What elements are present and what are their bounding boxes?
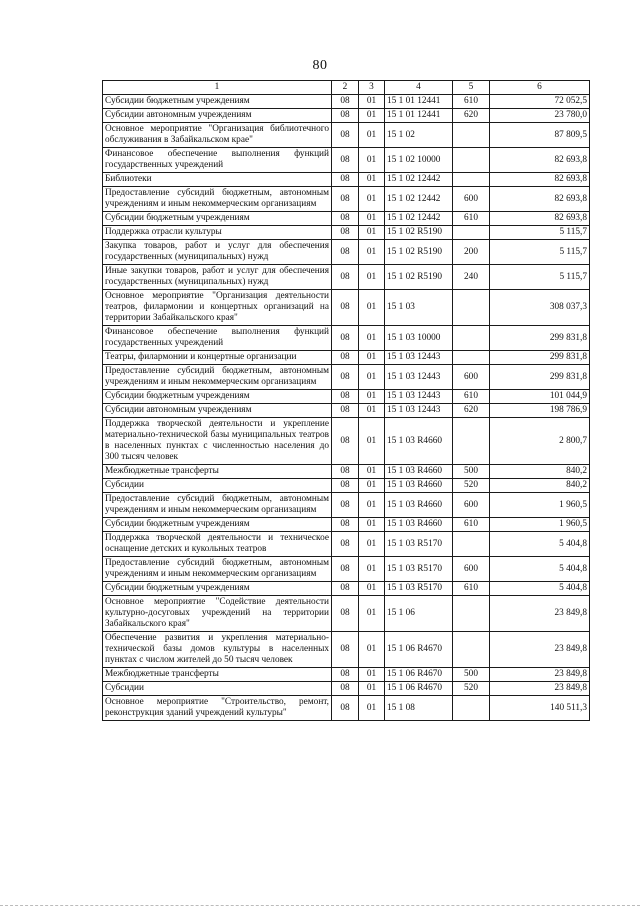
table-row <box>103 95 590 109</box>
subsection-code: 01 <box>359 632 385 668</box>
subsection-code: 01 <box>359 582 385 596</box>
row-name: Поддержка творческой деятельности и техническое оснащение детских и кукольных театров <box>103 532 332 557</box>
subsection-code: 01 <box>359 365 385 390</box>
expense-type-code: 620 <box>453 404 490 418</box>
row-name: Иные закупки товаров, работ и услуг для обеспечения государственных (муниципальных) нужд <box>103 265 332 290</box>
table-row <box>103 532 590 557</box>
amount: 5 404,8 <box>490 582 590 596</box>
row-name: Межбюджетные трансферты <box>103 668 332 682</box>
amount: 82 693,8 <box>490 148 590 173</box>
amount: 308 037,3 <box>490 290 590 326</box>
target-article-code: 15 1 02 <box>385 123 453 148</box>
section-code: 08 <box>332 418 359 465</box>
expense-type-code <box>453 696 490 721</box>
subsection-code: 01 <box>359 226 385 240</box>
column-header: 5 <box>453 81 490 95</box>
table-row <box>103 109 590 123</box>
target-article-code: 15 1 08 <box>385 696 453 721</box>
expense-type-code <box>453 326 490 351</box>
expense-type-code: 610 <box>453 518 490 532</box>
table-row <box>103 682 590 696</box>
expense-type-code <box>453 290 490 326</box>
row-name: Предоставление субсидий бюджетным, автономным учреждениям и иным некоммерческим организациям <box>103 187 332 212</box>
section-code: 08 <box>332 479 359 493</box>
expense-type-code <box>453 226 490 240</box>
target-article-code: 15 1 03 12443 <box>385 351 453 365</box>
table-row <box>103 290 590 326</box>
amount: 2 800,7 <box>490 418 590 465</box>
subsection-code: 01 <box>359 240 385 265</box>
row-name: Финансовое обеспечение выполнения функций государственных учреждений <box>103 326 332 351</box>
row-name: Обеспечение развития и укрепления материально-технической базы домов культуры в населенных пунктах с числом жителей до 50 тысяч человек <box>103 632 332 668</box>
target-article-code: 15 1 03 R5170 <box>385 582 453 596</box>
expense-type-code: 500 <box>453 668 490 682</box>
expense-type-code: 200 <box>453 240 490 265</box>
table-row <box>103 418 590 465</box>
table-row <box>103 668 590 682</box>
expense-type-code: 240 <box>453 265 490 290</box>
subsection-code: 01 <box>359 290 385 326</box>
section-code: 08 <box>332 557 359 582</box>
row-name: Финансовое обеспечение выполнения функций государственных учреждений <box>103 148 332 173</box>
subsection-code: 01 <box>359 265 385 290</box>
expense-type-code <box>453 418 490 465</box>
subsection-code: 01 <box>359 212 385 226</box>
target-article-code: 15 1 03 R5170 <box>385 532 453 557</box>
section-code: 08 <box>332 148 359 173</box>
row-name: Основное мероприятие "Организация библиотечного обслуживания в Забайкальском крае" <box>103 123 332 148</box>
row-name: Субсидии <box>103 682 332 696</box>
amount: 299 831,8 <box>490 326 590 351</box>
target-article-code: 15 1 03 10000 <box>385 326 453 351</box>
row-name: Библиотеки <box>103 173 332 187</box>
subsection-code: 01 <box>359 109 385 123</box>
table-row <box>103 582 590 596</box>
row-name: Предоставление субсидий бюджетным, автономным учреждениям и иным некоммерческим организациям <box>103 365 332 390</box>
column-header: 2 <box>332 81 359 95</box>
amount: 23 849,8 <box>490 632 590 668</box>
target-article-code: 15 1 02 R5190 <box>385 265 453 290</box>
subsection-code: 01 <box>359 668 385 682</box>
subsection-code: 01 <box>359 418 385 465</box>
target-article-code: 15 1 06 R4670 <box>385 682 453 696</box>
subsection-code: 01 <box>359 326 385 351</box>
scan-edge-line <box>0 905 640 906</box>
section-code: 08 <box>332 187 359 212</box>
row-name: Предоставление субсидий бюджетным, автономным учреждениям и иным некоммерческим организациям <box>103 557 332 582</box>
expense-type-code <box>453 351 490 365</box>
expense-type-code: 610 <box>453 582 490 596</box>
table-row <box>103 265 590 290</box>
amount: 198 786,9 <box>490 404 590 418</box>
table-row <box>103 479 590 493</box>
table-row <box>103 557 590 582</box>
row-name: Субсидии бюджетным учреждениям <box>103 390 332 404</box>
target-article-code: 15 1 03 R5170 <box>385 557 453 582</box>
amount: 5 404,8 <box>490 557 590 582</box>
table-row <box>103 696 590 721</box>
expense-type-code <box>453 123 490 148</box>
subsection-code: 01 <box>359 479 385 493</box>
expense-type-code: 520 <box>453 682 490 696</box>
expense-type-code: 600 <box>453 493 490 518</box>
section-code: 08 <box>332 518 359 532</box>
table-row <box>103 326 590 351</box>
amount: 5 115,7 <box>490 240 590 265</box>
target-article-code: 15 1 06 R4670 <box>385 632 453 668</box>
amount: 1 960,5 <box>490 518 590 532</box>
row-name: Субсидии автономным учреждениям <box>103 404 332 418</box>
column-header: 3 <box>359 81 385 95</box>
amount: 23 849,8 <box>490 668 590 682</box>
subsection-code: 01 <box>359 148 385 173</box>
table-row <box>103 240 590 265</box>
subsection-code: 01 <box>359 557 385 582</box>
table-row <box>103 596 590 632</box>
table-row <box>103 465 590 479</box>
row-name: Поддержка отрасли культуры <box>103 226 332 240</box>
expense-type-code: 610 <box>453 212 490 226</box>
expense-type-code: 600 <box>453 557 490 582</box>
subsection-code: 01 <box>359 123 385 148</box>
section-code: 08 <box>332 212 359 226</box>
amount: 1 960,5 <box>490 493 590 518</box>
target-article-code: 15 1 02 R5190 <box>385 226 453 240</box>
subsection-code: 01 <box>359 173 385 187</box>
target-article-code: 15 1 03 R4660 <box>385 493 453 518</box>
section-code: 08 <box>332 465 359 479</box>
target-article-code: 15 1 06 <box>385 596 453 632</box>
subsection-code: 01 <box>359 493 385 518</box>
section-code: 08 <box>332 109 359 123</box>
expense-type-code <box>453 632 490 668</box>
amount: 23 780,0 <box>490 109 590 123</box>
section-code: 08 <box>332 696 359 721</box>
expense-type-code: 610 <box>453 390 490 404</box>
target-article-code: 15 1 03 R4660 <box>385 479 453 493</box>
expense-type-code: 610 <box>453 95 490 109</box>
expense-type-code <box>453 532 490 557</box>
target-article-code: 15 1 02 12442 <box>385 212 453 226</box>
column-header: 1 <box>103 81 332 95</box>
target-article-code: 15 1 02 R5190 <box>385 240 453 265</box>
row-name: Межбюджетные трансферты <box>103 465 332 479</box>
table-row <box>103 518 590 532</box>
target-article-code: 15 1 03 R4660 <box>385 465 453 479</box>
row-name: Субсидии бюджетным учреждениям <box>103 212 332 226</box>
amount: 82 693,8 <box>490 173 590 187</box>
target-article-code: 15 1 03 12443 <box>385 390 453 404</box>
subsection-code: 01 <box>359 95 385 109</box>
row-name: Закупка товаров, работ и услуг для обеспечения государственных (муниципальных) нужд <box>103 240 332 265</box>
amount: 840,2 <box>490 479 590 493</box>
row-name: Субсидии бюджетным учреждениям <box>103 582 332 596</box>
table-row <box>103 390 590 404</box>
subsection-code: 01 <box>359 187 385 212</box>
page-number: 80 <box>312 58 328 73</box>
section-code: 08 <box>332 582 359 596</box>
expense-type-code: 620 <box>453 109 490 123</box>
section-code: 08 <box>332 351 359 365</box>
target-article-code: 15 1 03 12443 <box>385 404 453 418</box>
amount: 299 831,8 <box>490 351 590 365</box>
expense-type-code: 520 <box>453 479 490 493</box>
subsection-code: 01 <box>359 596 385 632</box>
table-row <box>103 123 590 148</box>
target-article-code: 15 1 06 R4670 <box>385 668 453 682</box>
expense-type-code <box>453 173 490 187</box>
row-name: Основное мероприятие "Содействие деятельности культурно-досуговых учреждений на территории Забайкальского края" <box>103 596 332 632</box>
row-name: Субсидии бюджетным учреждениям <box>103 95 332 109</box>
expense-type-code: 600 <box>453 365 490 390</box>
target-article-code: 15 1 02 10000 <box>385 148 453 173</box>
table-row <box>103 404 590 418</box>
subsection-code: 01 <box>359 518 385 532</box>
column-header: 4 <box>385 81 453 95</box>
row-name: Основное мероприятие "Строительство, ремонт, реконструкция зданий учреждений культуры" <box>103 696 332 721</box>
target-article-code: 15 1 03 R4660 <box>385 418 453 465</box>
table-row <box>103 493 590 518</box>
subsection-code: 01 <box>359 682 385 696</box>
subsection-code: 01 <box>359 465 385 479</box>
table-row <box>103 632 590 668</box>
table-row <box>103 187 590 212</box>
amount: 299 831,8 <box>490 365 590 390</box>
section-code: 08 <box>332 290 359 326</box>
subsection-code: 01 <box>359 404 385 418</box>
section-code: 08 <box>332 493 359 518</box>
section-code: 08 <box>332 173 359 187</box>
target-article-code: 15 1 01 12441 <box>385 109 453 123</box>
section-code: 08 <box>332 632 359 668</box>
subsection-code: 01 <box>359 351 385 365</box>
table-row <box>103 365 590 390</box>
amount: 72 052,5 <box>490 95 590 109</box>
section-code: 08 <box>332 596 359 632</box>
section-code: 08 <box>332 226 359 240</box>
target-article-code: 15 1 03 R4660 <box>385 518 453 532</box>
amount: 5 115,7 <box>490 265 590 290</box>
table-row <box>103 226 590 240</box>
target-article-code: 15 1 03 12443 <box>385 365 453 390</box>
amount: 82 693,8 <box>490 187 590 212</box>
amount: 23 849,8 <box>490 682 590 696</box>
row-name: Предоставление субсидий бюджетным, автономным учреждениям и иным некоммерческим организациям <box>103 493 332 518</box>
amount: 840,2 <box>490 465 590 479</box>
table-row <box>103 148 590 173</box>
subsection-code: 01 <box>359 696 385 721</box>
amount: 82 693,8 <box>490 212 590 226</box>
row-name: Субсидии автономным учреждениям <box>103 109 332 123</box>
amount: 5 404,8 <box>490 532 590 557</box>
subsection-code: 01 <box>359 532 385 557</box>
target-article-code: 15 1 02 12442 <box>385 187 453 212</box>
section-code: 08 <box>332 365 359 390</box>
expense-type-code <box>453 148 490 173</box>
expense-type-code: 500 <box>453 465 490 479</box>
section-code: 08 <box>332 668 359 682</box>
target-article-code: 15 1 03 <box>385 290 453 326</box>
section-code: 08 <box>332 326 359 351</box>
amount: 5 115,7 <box>490 226 590 240</box>
budget-table <box>102 80 590 721</box>
row-name: Основное мероприятие "Организация деятельности театров, филармонии и концертных организаций на территории Забайкальского края" <box>103 290 332 326</box>
section-code: 08 <box>332 532 359 557</box>
section-code: 08 <box>332 404 359 418</box>
table-row <box>103 212 590 226</box>
target-article-code: 15 1 02 12442 <box>385 173 453 187</box>
amount: 23 849,8 <box>490 596 590 632</box>
amount: 87 809,5 <box>490 123 590 148</box>
table-row <box>103 173 590 187</box>
column-header: 6 <box>490 81 590 95</box>
expense-type-code <box>453 596 490 632</box>
target-article-code: 15 1 01 12441 <box>385 95 453 109</box>
section-code: 08 <box>332 682 359 696</box>
section-code: 08 <box>332 240 359 265</box>
section-code: 08 <box>332 95 359 109</box>
row-name: Поддержка творческой деятельности и укрепление материально-технической базы муниципальных театров в населенных пунктах с численностью населения до 300 тысяч человек <box>103 418 332 465</box>
table-row <box>103 351 590 365</box>
row-name: Субсидии бюджетным учреждениям <box>103 518 332 532</box>
budget-table-body <box>103 95 590 721</box>
row-name: Театры, филармонии и концертные организации <box>103 351 332 365</box>
section-code: 08 <box>332 390 359 404</box>
section-code: 08 <box>332 265 359 290</box>
expense-type-code: 600 <box>453 187 490 212</box>
table-header-row <box>103 81 590 95</box>
row-name: Субсидии <box>103 479 332 493</box>
amount: 101 044,9 <box>490 390 590 404</box>
subsection-code: 01 <box>359 390 385 404</box>
section-code: 08 <box>332 123 359 148</box>
amount: 140 511,3 <box>490 696 590 721</box>
